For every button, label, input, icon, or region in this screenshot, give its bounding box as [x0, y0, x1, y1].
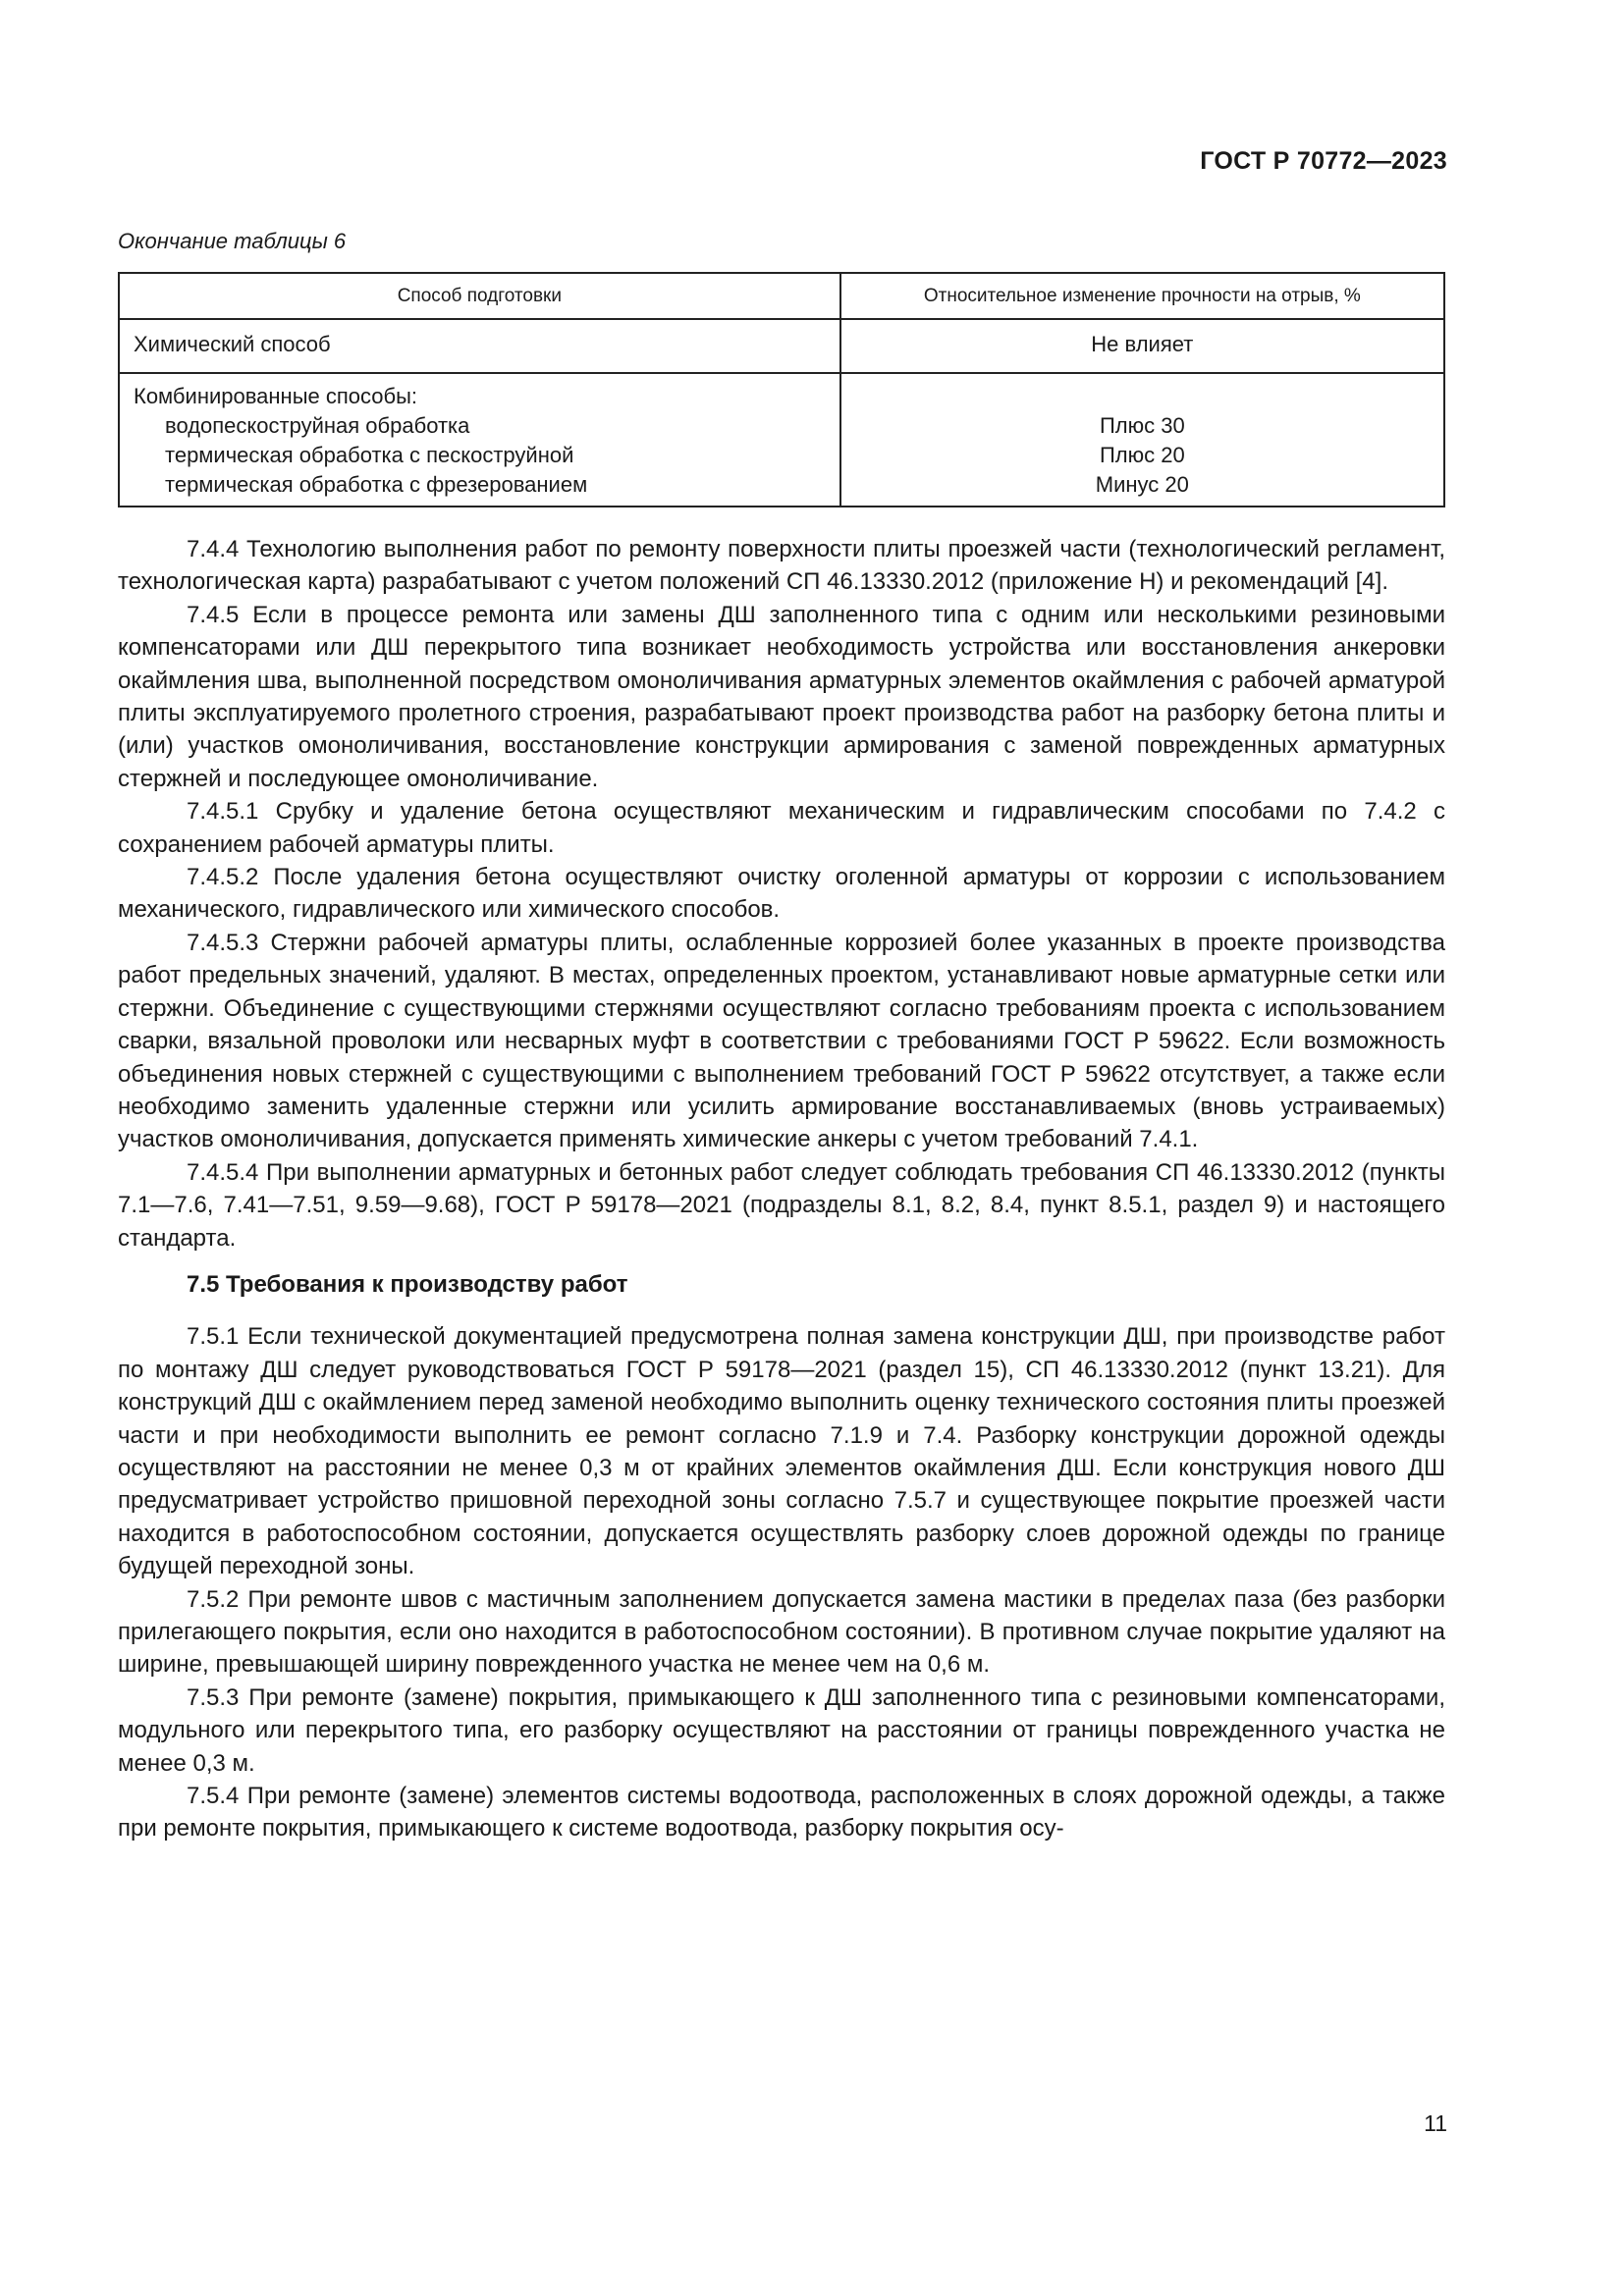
table-header-row [119, 273, 1444, 319]
table-cell-method: Химический способ [119, 319, 840, 373]
combined-method-item: термическая обработка с пескоструйной [165, 443, 574, 467]
paragraph-7-4-5-2: 7.4.5.2 После удаления бетона осуществляют очистку оголенной арматуры от коррозии с использованием механического, гидравлического или химического способов. [118, 864, 1445, 924]
paragraph-7-4-4: 7.4.4 Технологию выполнения работ по ремонту поверхности плиты проезжей части (технологический регламент, технологическая карта) разрабатывают с учетом положений СП 46.13330.2012 (приложение Н) и рекомендаций [4]. [118, 536, 1445, 596]
paragraph-7-5-3: 7.5.3 При ремонте (замене) покрытия, примыкающего к ДШ заполненного типа с резиновыми компенсаторами, модульного или перекрытого типа, его разборку осуществляют на расстоянии от границы поврежденного участка не менее 0,3 м. [118, 1683, 1445, 1777]
page-number: 11 [1424, 2110, 1447, 2136]
table-cell-method-combined [119, 373, 840, 507]
combined-method-value: Плюс 30 [1099, 413, 1185, 438]
paragraph-7-4-5-3: 7.4.5.3 Стержни рабочей арматуры плиты, ослабленные коррозией более указанных в проекте производства работ предельных значений, удаляют. В местах, определенных проектом, устанавливают новые арматурные сетки или стержни. Объединение с существующими стержнями осуществляют согласно требованиям проекта с использованием сварки, вязальной проволоки или несварных муфт в соответствии с требованиями ГОСТ Р 59622. Если возможность объединения новых стержней с существующими с выполнением требований ГОСТ Р 59622 отсутствует, а также если необходимо заменить удаленные стержни или усилить армирование восстанавливаемых (вновь устраиваемых) участков омоноличивания, допускается применять химические анкеры с учетом требований 7.4.1. [118, 929, 1445, 1153]
table-row [119, 319, 1444, 373]
combined-methods-title: Комбинированные способы: [134, 384, 418, 408]
document-id-header: ГОСТ Р 70772—2023 [1200, 147, 1447, 175]
paragraph-7-5-1: 7.5.1 Если технической документацией предусмотрена полная замена конструкции ДШ, при производстве работ по монтажу ДШ следует руководствоваться ГОСТ Р 59178—2021 (раздел 15), СП 46.13330.2012 (пункт 13.21). Для конструкций ДШ с окаймлением перед заменой необходимо выполнить оценку технического состояния плиты проезжей части и при необходимости выполнить ее ремонт согласно 7.1.9 и 7.4. Разборку конструкции дорожной одежды осуществляют на расстоянии не менее 0,3 м от крайних элементов окаймления ДШ. Если конструкция нового ДШ предусматривает устройство пришовной переходной зоны согласно 7.5.7 и существующее покрытие проезжей части находится в работоспособном состоянии, допускается осуществлять разборку слоев дорожной одежды по границе будущей переходной зоны. [118, 1323, 1445, 1580]
table-caption: Окончание таблицы 6 [118, 229, 347, 253]
table-header-strength-change: Относительное изменение прочности на отрыв, % [840, 273, 1444, 319]
paragraph-7-4-5-1: 7.4.5.1 Срубку и удаление бетона осуществляют механическим и гидравлическим способами по 7.4.2 с сохранением рабочей арматуры плиты. [118, 798, 1445, 858]
table-row [119, 373, 1444, 507]
paragraph-7-5-4: 7.5.4 При ремонте (замене) элементов системы водоотвода, расположенных в слоях дорожной одежды, а также при ремонте покрытия, примыкающего к системе водоотвода, разборку покрытия осу- [118, 1783, 1445, 1842]
combined-method-item: термическая обработка с фрезерованием [165, 472, 588, 497]
section-heading-7-5: 7.5 Требования к производству работ [187, 1270, 628, 1298]
combined-method-value: Плюс 20 [1099, 443, 1185, 467]
combined-method-value: Минус 20 [1095, 472, 1189, 497]
table-cell-values-combined [840, 373, 1444, 507]
table-cell-value: Не влияет [840, 319, 1444, 373]
table-6 [118, 272, 1445, 507]
table-header-method: Способ подготовки [119, 273, 840, 319]
combined-method-item: водопескоструйная обработка [165, 413, 470, 438]
paragraph-7-4-5: 7.4.5 Если в процессе ремонта или замены ДШ заполненного типа с одним или несколькими резиновыми компенсаторами или ДШ перекрытого типа возникает необходимость устройства или восстановления анкеровки окаймления шва, выполненной посредством омоноличивания арматурных элементов окаймления с рабочей арматурой плиты эксплуатируемого пролетного строения, разрабатывают проект производства работ на разборку бетона плиты и (или) участков омоноличивания, восстановление конструкции армирования с заменой поврежденных арматурных стержней и последующее омоноличивание. [118, 601, 1445, 792]
document-body [118, 533, 1445, 1845]
paragraph-7-4-5-4: 7.4.5.4 При выполнении арматурных и бетонных работ следует соблюдать требования СП 46.13330.2012 (пункты 7.1—7.6, 7.41—7.51, 9.59—9.68), ГОСТ Р 59178—2021 (подразделы 8.1, 8.2, 8.4, пункт 8.5.1, раздел 9) и настоящего стандарта. [118, 1158, 1445, 1252]
paragraph-7-5-2: 7.5.2 При ремонте швов с мастичным заполнением допускается замена мастики в пределах паза (без разборки прилегающего покрытия, если оно находится в работоспособном состоянии). В противном случае покрытие удаляют на ширине, превышающей ширину поврежденного участка не менее чем на 0,6 м. [118, 1585, 1445, 1679]
